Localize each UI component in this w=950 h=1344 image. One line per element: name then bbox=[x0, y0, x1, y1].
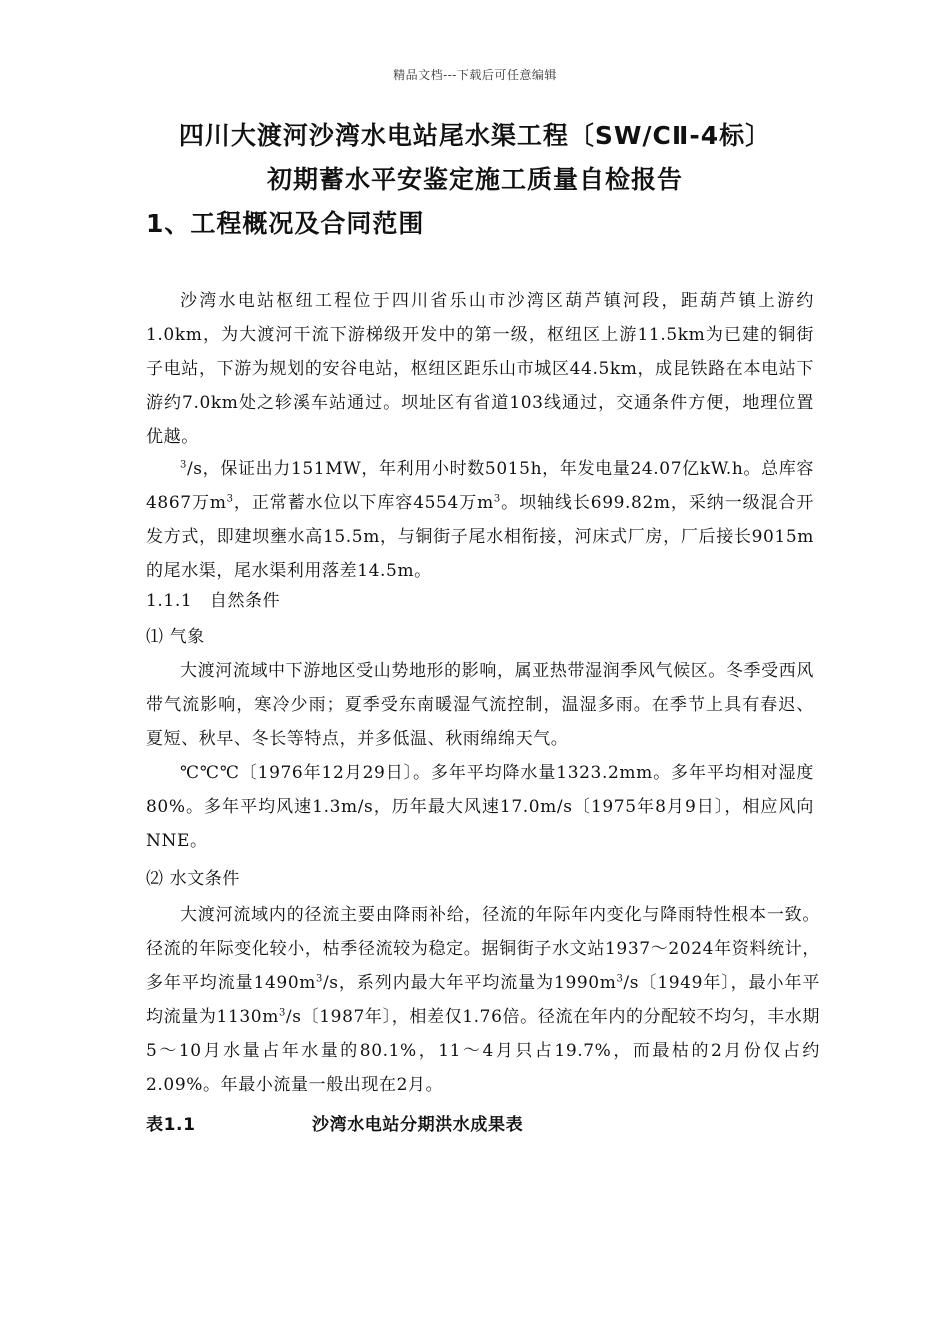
table-title: 沙湾水电站分期洪水成果表 bbox=[312, 1115, 524, 1135]
paragraph-climate: 大渡河流域中下游地区受山势地形的影响，属亚热带湿润季风气候区。冬季受西风带气流影响，寒冷少雨；夏季受东南暖湿气流控制，温湿多雨。在季节上具有春迟、夏短、秋早、冬长等特点，并多低温、秋雨绵绵天气。 bbox=[146, 661, 814, 749]
paragraph-parameters bbox=[146, 452, 814, 588]
text-run: /s，系列内最大年平均流量为1990m bbox=[322, 973, 617, 993]
paragraph-location: 沙湾水电站枢纽工程位于四川省乐山市沙湾区葫芦镇河段，距葫芦镇上游约1.0km，为大渡河干流下游梯级开发中的第一级，枢纽区上游11.5km为已建的铜街子电站，下游为规划的安谷电站，枢纽区距乐山市城区44.5km，成昆铁路在本电站下游约7.0km处之轸溪车站通过。坝址区有省道103线通过，交通条件方便，地理位置优越。 bbox=[146, 291, 814, 447]
text-run: /s〔1987年〕，相差仅1.76倍。径流在年内的分配较不均匀，丰水期5～10月水量占年水量的80.1%，11～4月只占19.7%，而最枯的2月份仅占约2.09%。年最小流量一般出现在2月。 bbox=[146, 1007, 820, 1095]
report-title-line-1: 四川大渡河沙湾水电站尾水渠工程〔SW/CⅡ-4标〕 bbox=[178, 121, 772, 150]
superscript: 3 bbox=[226, 493, 234, 505]
item-heading-meteorology: ⑴ 气象 bbox=[146, 627, 205, 647]
table-label: 表1.1 bbox=[146, 1115, 196, 1135]
section-heading: 1、工程概况及合同范围 bbox=[146, 209, 425, 238]
table-caption bbox=[146, 1110, 524, 1135]
text-run: ，正常蓄水位以下库容4554万m bbox=[233, 493, 494, 513]
subsection-heading: 1.1.1 自然条件 bbox=[146, 591, 281, 611]
superscript: 3 bbox=[616, 973, 624, 985]
superscript: 3 bbox=[493, 493, 501, 505]
text-run: /s，保证出力151MW，年利用小时数5015h，年发电量24.07亿kW.h。总库容4867万m bbox=[146, 459, 814, 513]
superscript: 3 bbox=[315, 973, 323, 985]
item-heading-hydrology: ⑵ 水文条件 bbox=[146, 869, 241, 889]
text-run: /s〔1949年〕，最小年平均流量为1130m bbox=[146, 973, 820, 1027]
text-run: 大渡河流域内的径流主要由降雨补给，径流的年际年内变化与降雨特性根本一致。径流的年际变化较小，枯季径流较为稳定。据铜街子水文站1937～2024年资料统计，多年平均流量1490m bbox=[146, 905, 820, 993]
superscript: 3 bbox=[180, 459, 187, 471]
report-title-line-2: 初期蓄水平安鉴定施工质量自检报告 bbox=[266, 165, 683, 194]
paragraph-climate-stats: ℃℃℃〔1976年12月29日〕。多年平均降水量1323.2mm。多年平均相对湿度80%。多年平均风速1.3m/s，历年最大风速17.0m/s〔1975年8月9日〕，相应风向NNE。 bbox=[146, 763, 814, 851]
page-header: 精品文档---下载后可任意编辑 bbox=[393, 68, 557, 82]
paragraph-hydrology bbox=[146, 898, 820, 1102]
text-run: 。坝轴线长699.82m，采纳一级混合开发方式，即建坝壅水高15.5m，与铜街子尾水相衔接，河床式厂房，厂后接长9015m的尾水渠，尾水渠利用落差14.5m。 bbox=[146, 493, 815, 581]
superscript: 3 bbox=[278, 1007, 286, 1019]
